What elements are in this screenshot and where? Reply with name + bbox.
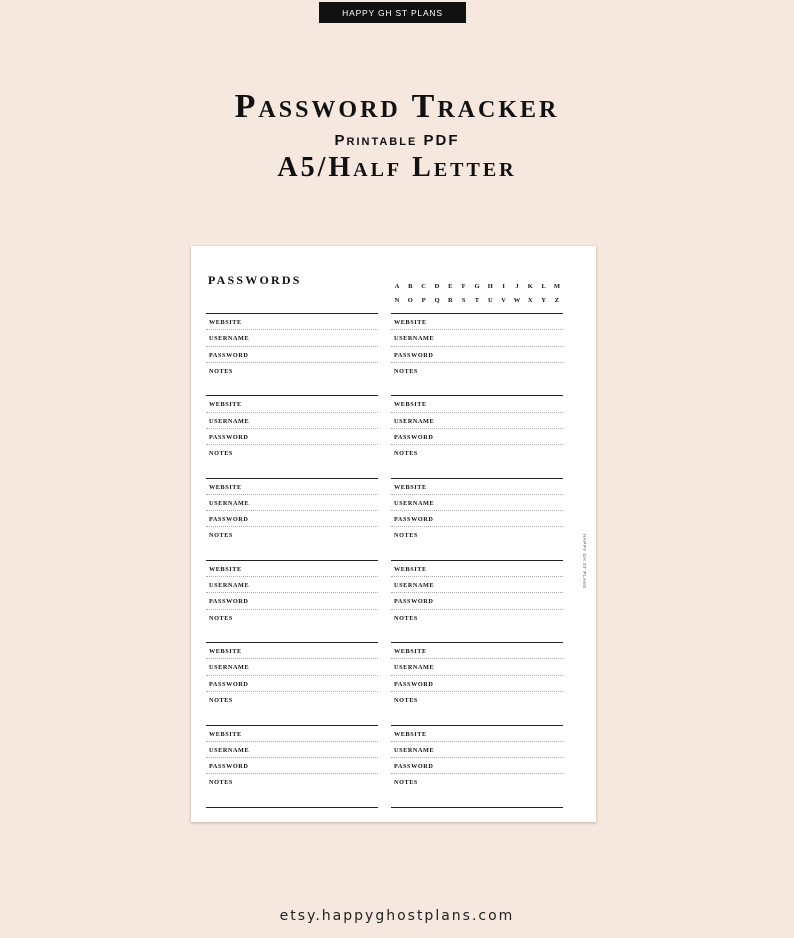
alphabet-tab-b: B: [408, 283, 413, 290]
website-label: WEBSITE: [391, 726, 563, 742]
password-entry-card: [391, 642, 563, 725]
password-entry-card: [206, 642, 378, 725]
username-label: USERNAME: [206, 742, 378, 758]
alphabet-tab-c: C: [421, 283, 426, 290]
password-label: PASSWORD: [391, 429, 563, 445]
notes-label: NOTES: [394, 367, 418, 375]
notes-label: NOTES: [209, 779, 233, 787]
password-entry-card: [391, 560, 563, 643]
website-label: WEBSITE: [391, 396, 563, 412]
password-entry-card: [206, 478, 378, 561]
username-label: USERNAME: [206, 413, 378, 429]
password-entry-card: [206, 313, 378, 396]
website-label: WEBSITE: [391, 479, 563, 495]
username-label: USERNAME: [391, 330, 563, 346]
website-label: WEBSITE: [391, 561, 563, 577]
username-label: USERNAME: [391, 742, 563, 758]
password-entry-card: [206, 725, 378, 808]
alphabet-tab-m: M: [553, 283, 560, 290]
password-label: PASSWORD: [206, 429, 378, 445]
alphabet-tabs-row-2: [392, 297, 562, 304]
website-label: WEBSITE: [391, 643, 563, 659]
alphabet-tab-y: Y: [541, 297, 546, 304]
alphabet-tab-k: K: [527, 283, 533, 290]
username-label: USERNAME: [206, 495, 378, 511]
alphabet-tab-p: P: [421, 297, 426, 304]
alphabet-tab-h: H: [487, 283, 493, 290]
product-size: A5/Half Letter: [277, 152, 517, 183]
alphabet-tab-f: F: [461, 283, 466, 290]
password-label: PASSWORD: [391, 511, 563, 527]
bottom-rule-right: [391, 807, 563, 808]
alphabet-tab-s: S: [461, 297, 466, 304]
alphabet-tab-j: J: [515, 283, 519, 290]
website-label: WEBSITE: [206, 726, 378, 742]
website-label: WEBSITE: [206, 479, 378, 495]
alphabet-tab-x: X: [527, 297, 533, 304]
password-label: PASSWORD: [391, 676, 563, 692]
alphabet-tab-v: V: [501, 297, 506, 304]
username-label: USERNAME: [391, 577, 563, 593]
username-label: USERNAME: [391, 413, 563, 429]
alphabet-tab-o: O: [407, 297, 413, 304]
notes-label: NOTES: [394, 779, 418, 787]
password-label: PASSWORD: [206, 593, 378, 609]
website-label: WEBSITE: [206, 314, 378, 330]
website-label: WEBSITE: [206, 396, 378, 412]
footer-url: etsy.happyghostplans.com: [279, 908, 515, 924]
notes-label: NOTES: [394, 697, 418, 705]
password-entry-card: [206, 395, 378, 478]
password-label: PASSWORD: [206, 511, 378, 527]
password-label: PASSWORD: [206, 676, 378, 692]
alphabet-tab-d: D: [434, 283, 440, 290]
username-label: USERNAME: [391, 495, 563, 511]
product-title: Password Tracker: [234, 88, 560, 125]
sheet-title: PASSWORDS: [208, 273, 302, 287]
password-entry-card: [206, 560, 378, 643]
notes-label: NOTES: [394, 532, 418, 540]
password-label: PASSWORD: [391, 758, 563, 774]
notes-label: NOTES: [394, 614, 418, 622]
password-entry-card: [391, 313, 563, 396]
notes-label: NOTES: [209, 614, 233, 622]
product-subtitle: Printable PDF: [334, 132, 460, 149]
bottom-rule-left: [206, 807, 378, 808]
alphabet-tab-u: U: [487, 297, 493, 304]
notes-label: NOTES: [209, 367, 233, 375]
notes-label: NOTES: [209, 532, 233, 540]
notes-label: NOTES: [209, 697, 233, 705]
alphabet-tab-g: G: [474, 283, 480, 290]
alphabet-tab-t: T: [474, 297, 480, 304]
alphabet-tab-q: Q: [434, 297, 440, 304]
website-label: WEBSITE: [206, 643, 378, 659]
alphabet-tab-n: N: [394, 297, 400, 304]
website-label: WEBSITE: [391, 314, 563, 330]
alphabet-tab-z: Z: [554, 297, 560, 304]
username-label: USERNAME: [206, 659, 378, 675]
planner-sheet: [191, 246, 596, 822]
alphabet-tab-w: W: [513, 297, 521, 304]
username-label: USERNAME: [391, 659, 563, 675]
username-label: USERNAME: [206, 330, 378, 346]
side-brand-mark: HAPPY GH ST PLANS: [582, 534, 587, 589]
password-entry-card: [391, 395, 563, 478]
password-label: PASSWORD: [391, 347, 563, 363]
password-entry-card: [391, 725, 563, 808]
alphabet-tabs-row-1: [392, 283, 562, 290]
notes-label: NOTES: [209, 450, 233, 458]
alphabet-tab-i: I: [502, 283, 505, 290]
website-label: WEBSITE: [206, 561, 378, 577]
alphabet-tab-a: A: [394, 283, 400, 290]
alphabet-tab-r: R: [447, 297, 453, 304]
username-label: USERNAME: [206, 577, 378, 593]
alphabet-tab-e: E: [448, 283, 453, 290]
brand-badge: HAPPY GH ST PLANS: [319, 2, 466, 23]
notes-label: NOTES: [394, 450, 418, 458]
password-label: PASSWORD: [206, 347, 378, 363]
alphabet-tab-l: L: [541, 283, 546, 290]
password-label: PASSWORD: [206, 758, 378, 774]
password-label: PASSWORD: [391, 593, 563, 609]
password-entry-card: [391, 478, 563, 561]
